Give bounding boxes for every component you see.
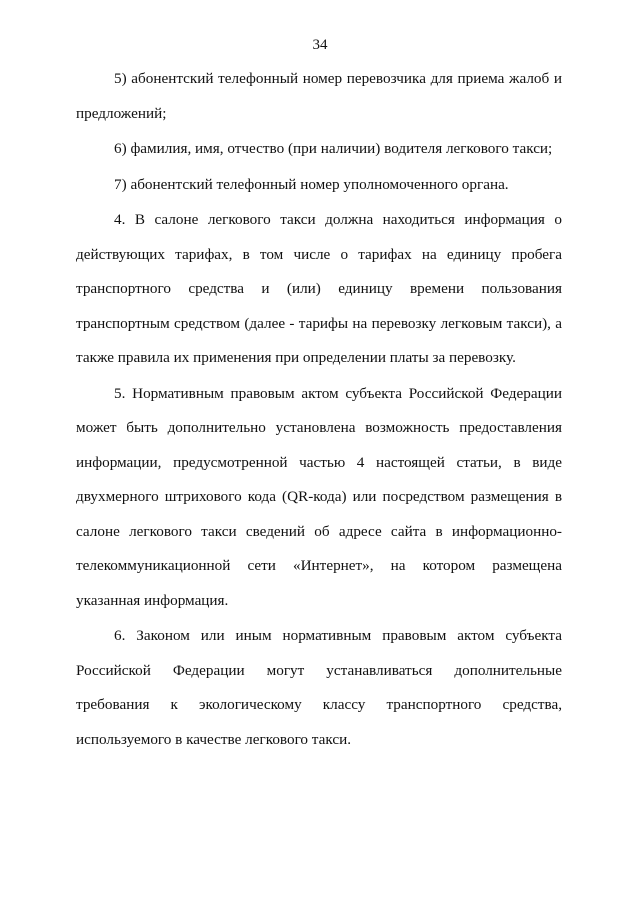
paragraph-item-5: 5) абонентский телефонный номер перевозчика для приема жалоб и предложений; (76, 70, 562, 122)
paragraph-part-5: 5. Нормативным правовым актом субъекта Российской Федерации может быть дополнительно установлена возможность предоставления информации, предусмотренной частью 4 настоящей статьи, в виде двухмерного штрихового кода (QR-кода) или посредством размещения в салоне легкового такси сведений об адресе сайта в информационно-телекоммуникационной сети «Интернет», на котором размещена указанная информация. (76, 384, 562, 609)
document-body (76, 62, 562, 757)
paragraph-part-4: 4. В салоне легкового такси должна находиться информация о действующих тарифах, в том числе о тарифах на единицу пробега транспортного средства и (или) единицу времени пользования транспортным средством (далее - тарифы на перевозку легковым такси), а также правила их применения при определении платы за перевозку. (76, 211, 562, 366)
paragraph-item-6: 6) фамилия, имя, отчество (при наличии) водителя легкового такси; (114, 140, 553, 157)
paragraph-part-6: 6. Законом или иным нормативным правовым актом субъекта Российской Федерации могут устанавливаться дополнительные требования к экологическому классу транспортного средства, используемого в качестве легкового такси. (76, 627, 562, 748)
page-number: 34 (312, 37, 328, 53)
paragraph-item-7: 7) абонентский телефонный номер уполномоченного органа. (114, 175, 509, 193)
